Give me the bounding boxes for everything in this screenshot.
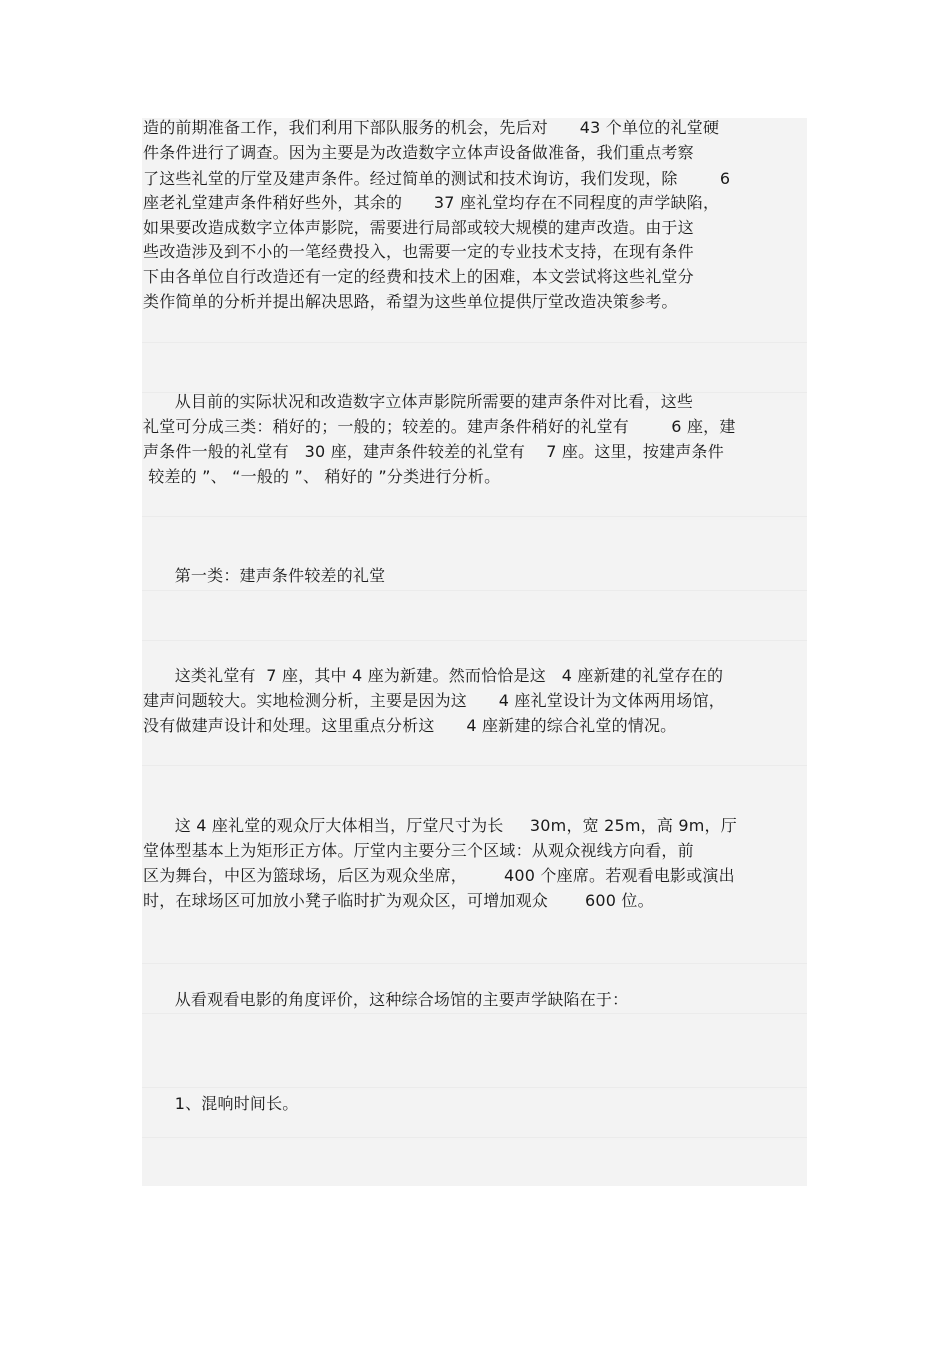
text-line: 些改造涉及到不小的一笔经费投入，也需要一定的专业技术支持，在现有条件 [143, 242, 694, 261]
paragraph-divider [142, 590, 807, 591]
paragraph-divider [142, 963, 807, 964]
text-line: 了这些礼堂的厅堂及建声条件。经过简单的测试和技术询访，我们发现，除 6 [143, 169, 731, 188]
text-line: 较差的 ”、 “一般的 ”、 稍好的 ”分类进行分析。 [143, 467, 501, 486]
text-line: 没有做建声设计和处理。这里重点分析这 4 座新建的综合礼堂的情况。 [143, 716, 677, 735]
text-line: 堂体型基本上为矩形正方体。厅堂内主要分三个区域：从观众视线方向看，前 [143, 841, 694, 860]
section-heading: 第一类：建声条件较差的礼堂 [143, 566, 386, 585]
text-line: 如果要改造成数字立体声影院，需要进行局部或较大规模的建声改造。由于这 [143, 218, 694, 237]
text-line: 区为舞台，中区为篮球场，后区为观众坐席， 400 个座席。若观看电影或演出 [143, 866, 735, 885]
text-line: 下由各单位自行改造还有一定的经费和技术上的困难，本文尝试将这些礼堂分 [143, 267, 694, 286]
text-line: 造的前期准备工作，我们利用下部队服务的机会，先后对 43 个单位的礼堂硬 [143, 118, 720, 137]
text-line: 类作简单的分析并提出解决思路，希望为这些单位提供厅堂改造决策参考。 [143, 292, 678, 311]
text-line: 建声问题较大。实地检测分析，主要是因为这 4 座礼堂设计为文体两用场馆， [143, 691, 725, 710]
paragraph-divider [142, 1137, 807, 1138]
list-item-text: 1、混响时间长。 [143, 1094, 299, 1113]
text-line: 件条件进行了调查。因为主要是为改造数字立体声设备做准备，我们重点考察 [143, 143, 694, 162]
text-line: 从目前的实际状况和改造数字立体声影院所需要的建声条件对比看，这些 [143, 392, 694, 411]
text-line: 座老礼堂建声条件稍好些外，其余的 37 座礼堂均存在不同程度的声学缺陷， [143, 193, 720, 212]
text-line: 这 4 座礼堂的观众厅大体相当，厅堂尺寸为长 30m，宽 25m，高 9m，厅 [143, 816, 737, 835]
text-line: 从看观看电影的角度评价，这种综合场馆的主要声学缺陷在于： [143, 990, 629, 1009]
paragraph-divider [142, 342, 807, 343]
text-line: 这类礼堂有 7 座，其中 4 座为新建。然而恰恰是这 4 座新建的礼堂存在的 [143, 666, 724, 685]
text-line: 声条件一般的礼堂有 30 座，建声条件较差的礼堂有 7 座。这里，按建声条件 [143, 442, 724, 461]
paragraph-divider [142, 765, 807, 766]
paragraph-divider [142, 1087, 807, 1088]
text-line: 礼堂可分成三类：稍好的；一般的；较差的。建声条件稍好的礼堂有 6 座，建 [143, 417, 736, 436]
paragraph-divider [142, 640, 807, 641]
text-line: 时，在球场区可加放小凳子临时扩为观众区，可增加观众 600 位。 [143, 891, 654, 910]
paragraph-divider [142, 1013, 807, 1014]
paragraph-divider [142, 516, 807, 517]
